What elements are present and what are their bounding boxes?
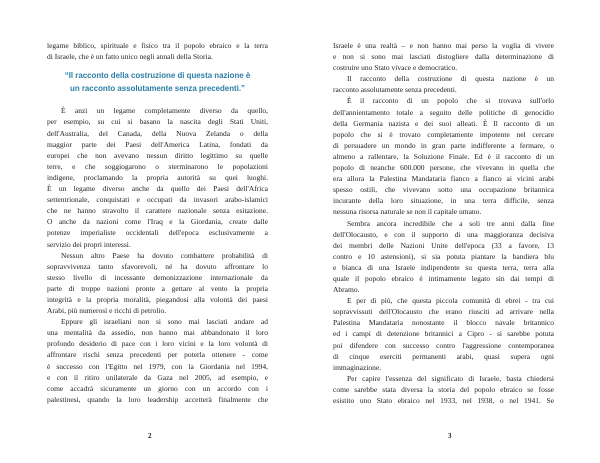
text-line: terre, e che soggiogarono o sterminarono le popolazioni — [47, 161, 268, 171]
text-line: e con il ritiro unilaterale da Gaza nel 2005, ad esempio, e — [47, 372, 268, 382]
text-line: come accadrà sicuramente un giorno con un accordo con i — [47, 383, 268, 393]
text-line: dell'annientamento totale a seguito delle politiche di genocidio — [333, 107, 554, 117]
left-body-text — [47, 105, 268, 405]
page-number-left: 2 — [148, 432, 152, 440]
text-line: Palestina Mandataria nonostante il blocco navale britannico — [333, 318, 554, 328]
text-line: dell'Olocausto, e con il supporto di una maggioranza decisiva — [333, 229, 554, 239]
text-line: maggior parte dei Paesi dell'America Latina, fondati da — [47, 139, 268, 149]
text-line: Sembra ancora incredibile che a soli tre anni dalla fine — [347, 218, 554, 228]
text-line: Arabi, più numerosi e ricchi di petrolio. — [47, 306, 167, 316]
text-line: Il racconto della costruzione di questa nazione è un — [347, 74, 554, 84]
text-line: potenze imperialiste occidentali dell'epoca esclusivamente a — [47, 228, 268, 238]
text-line: dei membri delle Nazioni Unite dell'epoca (33 a favore, 13 — [333, 240, 554, 250]
paragraph — [333, 95, 554, 217]
text-line: una mentalità da assedio, non hanno mai abbandonato il loro — [47, 328, 268, 338]
text-line: sopravvivenza tanto sfavorevoli, né ha dovuto affrontare lo — [47, 261, 268, 271]
text-line: di Israele, che è un fatto unico negli annali della Storia. — [47, 52, 213, 62]
text-line: affrontare rischi senza precedenti per poterla ottenere - come — [47, 350, 268, 360]
text-line: almeno a rallentare, la Soluzione Finale. Ed è il racconto di un — [333, 151, 554, 161]
text-line: integrità e la propria moralità, piegandosi alla volontà dei paesi — [47, 294, 268, 304]
text-line: O anche da nazioni come l'Iraq e la Giordania, create dalle — [47, 217, 268, 227]
paragraph — [47, 316, 268, 405]
text-line: sopravvissuti dell'Olocausto che erano riusciti ad arrivare nella — [333, 307, 554, 317]
pull-quote-line: “Il racconto della costruzione di questa nazione è — [64, 71, 251, 81]
paragraph — [333, 373, 554, 406]
text-line: popolo di neanche 600.000 persone, che vivevano in quella che — [333, 163, 554, 173]
paragraph — [47, 250, 268, 317]
text-line: incurante della loro situazione, in una terra difficile, senza — [333, 196, 554, 206]
text-line: Israele è una realtà – e non hanno mai perso la voglia di vivere — [333, 41, 554, 50]
text-line: per esempio, su cui si basano la nascita degli Stati Uniti, — [47, 117, 268, 127]
text-line: esistito uno Stato ebraico nel 1933, nel 1938, o nel 1941. Se — [333, 396, 554, 405]
text-line: è successo con l'Egitto nel 1979, con la Giordania nel 1994, — [47, 361, 268, 371]
text-line: E per di più, che questa piccola comunità di ebrei - tra cui — [347, 296, 554, 306]
paragraph — [333, 73, 554, 95]
left-top-paragraph — [47, 40, 268, 62]
text-line: Per capire l'essenza del significato di Israele, basta chiedersi — [347, 373, 554, 383]
text-line: nessuna risorsa naturale se non il capitale umano. — [333, 207, 482, 217]
text-line: e non si sono mai lasciati distogliere dalla determinazione di — [333, 52, 554, 62]
text-line: servizio dei propri interessi. — [47, 239, 131, 249]
paragraph — [333, 218, 554, 296]
text-line: di cinque eserciti permanenti arabi, quasi supera ogni — [333, 351, 554, 361]
text-line: europei che non avevano nessun diritto legittimo su quelle — [47, 150, 268, 160]
right-body-text — [333, 40, 554, 406]
text-line: della Germania nazista e dei suoi alleati. È Il racconto di un — [333, 118, 554, 128]
text-line: È anzi un legame completamente diverso da quello, — [61, 106, 268, 116]
text-line: immaginazione. — [333, 362, 382, 372]
text-line: profondo desiderio di pace con i loro vicini e la loro volontà di — [47, 339, 268, 349]
text-line: contro e 10 astensioni), si sia potuta piantare la bandiera blu — [333, 251, 554, 261]
text-line: legame biblico, spirituale e fisico tra il popolo ebraico e la terra — [47, 41, 268, 50]
paragraph — [47, 40, 268, 62]
text-line: Eppure gli israeliani non si sono mai lasciati andare ad — [61, 317, 268, 327]
text-line: È un legame diverso anche da quello dei Paesi dell'Africa — [47, 184, 268, 194]
text-line: stesso livello di incessante demonizzazione internazionale da — [47, 272, 268, 282]
text-line: ed i campi di detenzione britannici a Cipro - si sarebbe potuta — [333, 329, 554, 339]
text-line: dell'Australia, del Canada, della Nuova Zelanda o della — [47, 128, 268, 138]
text-line: di persuadere un mondo in gran parte indifferente a fermare, o — [333, 140, 554, 150]
text-line: e bianca di una Israele indipendente su questa terra, terra alla — [333, 262, 554, 272]
text-line: popolo che si è trovato completamente impotente nel cercare — [333, 129, 554, 139]
paragraph — [47, 105, 268, 249]
text-line: costruire uno Stato vivace e democratico. — [333, 63, 458, 73]
text-line: indigene, proclamando la propria autorità su quei luoghi. — [47, 172, 268, 182]
page-number-right: 3 — [448, 432, 452, 440]
text-line: quale il popolo ebraico è intimamente legato sin dai tempi di — [333, 273, 554, 283]
text-line: settentrionale, conquistati e occupati da invasori arabo-islamici — [47, 195, 268, 205]
text-line: era allora la Palestina Mandataria fianco a fianco ai vicini arabi — [333, 174, 554, 184]
text-line: racconto assolutamente senza precedenti. — [333, 85, 457, 95]
text-line: poi difendere con successo contro l'aggressione contemporanea — [333, 340, 554, 350]
text-line: palestinesi, quando la loro leadership accetterà finalmente che — [47, 394, 268, 404]
text-line: spesso ostili, che vivevano sotto una occupazione britannica — [333, 185, 554, 195]
text-line: Nessun altro Paese ha dovuto combattere probabilità di — [61, 250, 268, 260]
text-line: che ne hanno stravolto il carattere nazionale senza esitazione. — [47, 206, 268, 216]
paragraph — [333, 40, 554, 73]
right-page — [333, 40, 554, 406]
paragraph — [333, 295, 554, 373]
pull-quote-line: un racconto assolutamente senza precedenti.” — [70, 83, 245, 93]
text-line: come sarebbe stata diversa la storia del popolo ebraico se fosse — [333, 384, 554, 394]
text-line: Abramo. — [333, 285, 360, 295]
text-line: parte di troppe nazioni pronte a gettare al vento la propria — [47, 283, 268, 293]
pull-quote — [47, 70, 268, 95]
left-page — [47, 40, 268, 405]
text-line: È il racconto di un popolo che si trovava sull'orlo — [347, 96, 554, 106]
